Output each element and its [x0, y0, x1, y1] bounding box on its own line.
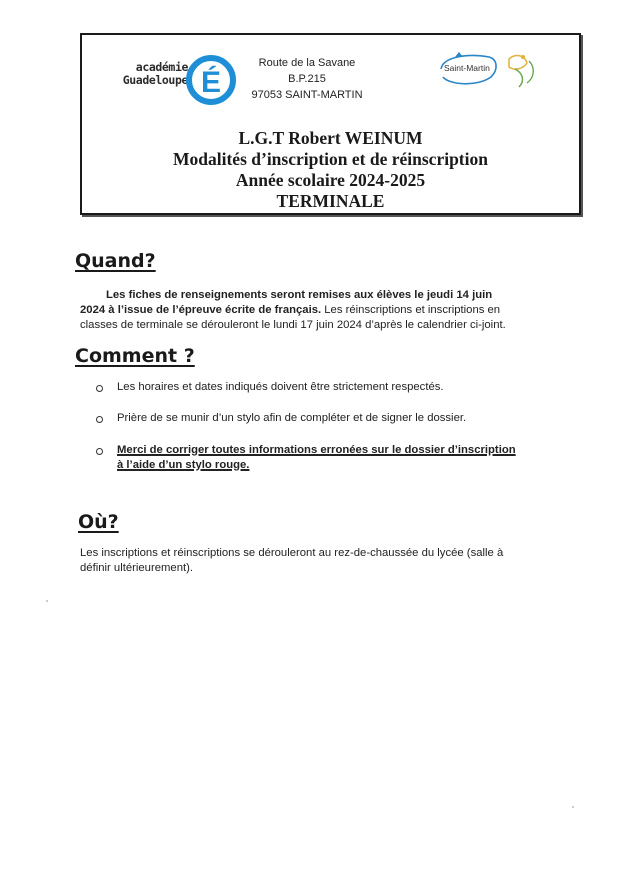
academie-line2: Guadeloupe [122, 73, 188, 87]
saint-martin-logo [437, 47, 547, 97]
academie-e-letter: É [200, 66, 222, 99]
school-address [232, 55, 382, 103]
quand-heading: Quand? [75, 250, 156, 272]
school-name: L.G.T Robert WEINUM [238, 128, 423, 148]
school-year: Année scolaire 2024-2025 [235, 170, 426, 190]
address-line-2: B.P.215 [288, 73, 326, 85]
academie-text [102, 61, 188, 87]
quand-paragraph [80, 288, 568, 303]
bullet-text-2: Prière de se munir d’un stylo afin de compléter et de signer le dossier. [117, 412, 467, 424]
quand-paragraph-line3: classes de terminale se dérouleront le lundi 17 juin 2024 d’après le calendrier ci-joint. [80, 319, 506, 331]
bullet-dot-icon [96, 385, 103, 392]
quand-line1: Les fiches de renseignements seront remises aux élèves le jeudi 14 juin [106, 289, 493, 301]
academie-e-emblem-icon [180, 47, 238, 107]
saint-martin-label: Saint-Martin [444, 63, 490, 73]
bullet-text-3-line2: à l’aide d’un stylo rouge. [117, 459, 250, 471]
document-title: Modalités d’inscription et de réinscription [173, 149, 488, 169]
academie-line1: académie [135, 60, 188, 74]
ou-line1: Les inscriptions et réinscriptions se dérouleront au rez-de-chaussée du lycée (salle à [80, 547, 504, 559]
quand-line2-rest: Les réinscriptions et inscriptions en [321, 304, 501, 316]
class-level: TERMINALE [276, 191, 385, 211]
bullet-text-3 [117, 443, 516, 473]
address-line-3: 97053 SAINT-MARTIN [251, 89, 363, 101]
ou-heading: Où? [78, 511, 119, 533]
header-box [80, 33, 581, 215]
scan-speck [572, 806, 574, 808]
ou-line2: définir ultérieurement). [80, 562, 194, 574]
bullet-text-1: Les horaires et dates indiqués doivent être strictement respectés. [117, 381, 444, 393]
comment-heading: Comment ? [75, 345, 195, 367]
bullet-dot-icon [96, 416, 103, 423]
document-titles [82, 128, 579, 212]
address-line-1: Route de la Savane [258, 57, 356, 69]
scan-speck [46, 600, 48, 602]
quand-paragraph-line2 [80, 303, 568, 318]
bullet-dot-icon [96, 448, 103, 455]
bullet-text-3-line1: Merci de corriger toutes informations erronées sur le dossier d’inscription [117, 444, 516, 456]
academie-guadeloupe-logo [102, 45, 237, 105]
quand-line2-bold: 2024 à l’issue de l’épreuve écrite de français. [80, 304, 322, 316]
